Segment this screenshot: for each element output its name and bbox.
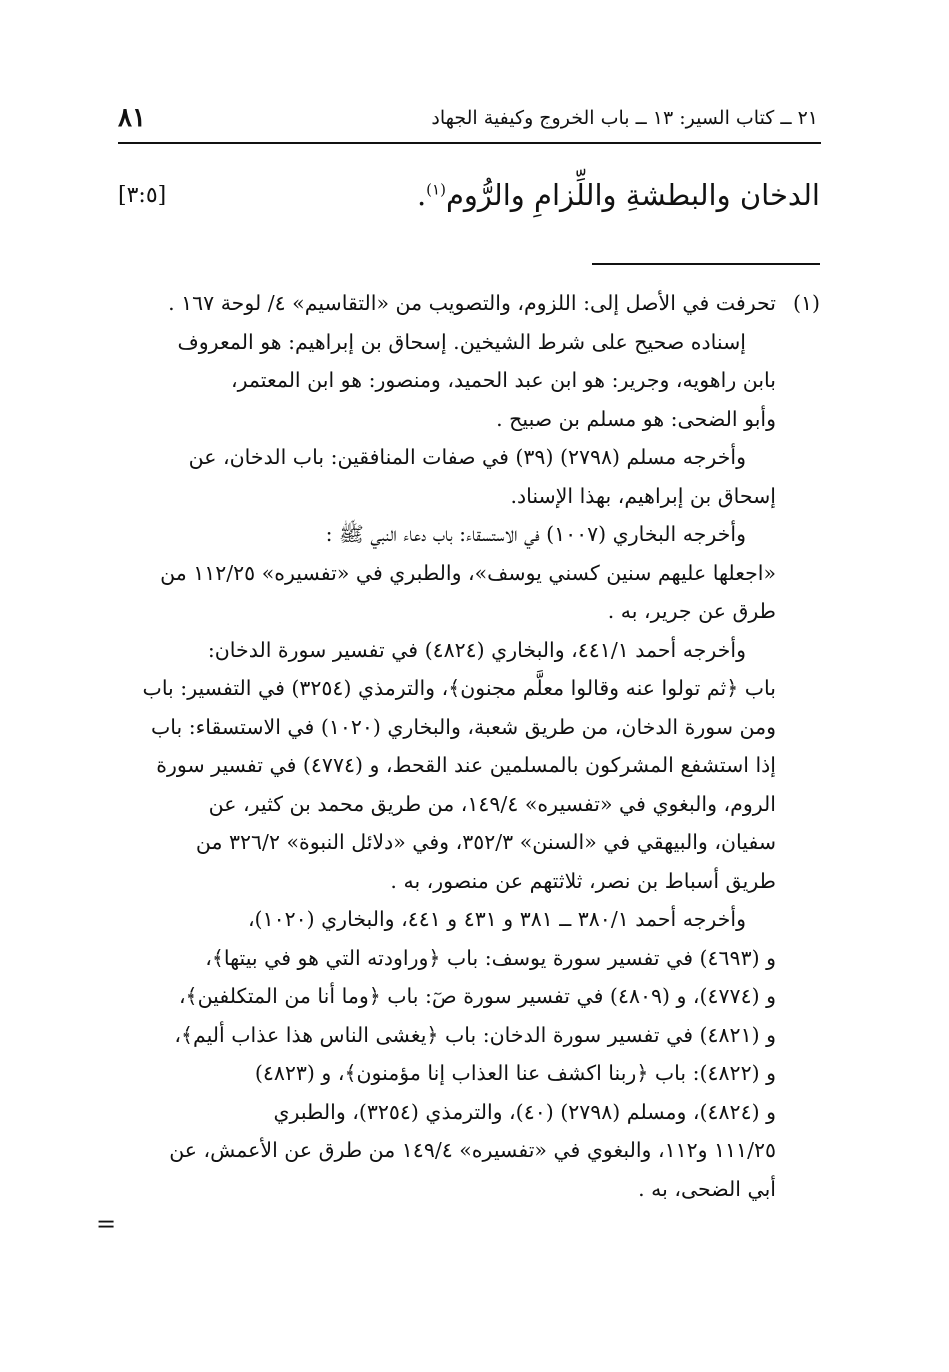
footnote-number: (١) [792,291,820,315]
footnote-line: بابن راهويه، وجرير: هو ابن عبد الحميد، ومنصور: هو ابن المعتمر، [230,368,776,392]
main-text [417,178,820,212]
footnote-paragraph [118,631,776,901]
footnote-line: طرق عن جرير، به . [607,599,776,623]
running-title: ٢١ ــ كتاب السير: ١٣ ــ باب الخروج وكيفية الجهاد [431,107,818,129]
footnote-line: أبي الضحى، به . [638,1176,776,1201]
footnote-marker: (١) [426,180,446,199]
footnote-line: سفيان، والبيهقي في «السنن» ٣٥٢/٣، وفي «دلائل النبوة» ٣٢٦/٢ من [195,830,776,854]
continuation-mark: = [96,1210,117,1238]
footnote-line: إسناده صحيح على شرط الشيخين. إسحاق بن إبراهيم: هو المعروف [177,329,746,354]
footnote-line: و (٤٨٢٤)، ومسلم (٢٧٩٨) (٤٠)، والترمذي (٣٢٥٤)، والطبري [273,1099,776,1124]
footnote-paragraph [118,438,776,515]
header-rule [118,142,821,144]
footnote-line: وأبو الضحى: هو مسلم بن صبيح . [496,406,776,431]
main-text-body: الدخان والبطشةِ واللِّزامِ والرُّوم [445,178,820,212]
footnote-separator [592,263,820,265]
footnote-line: «اجعلها عليهم سنين كسني يوسف»، والطبري في «تفسيره» ١١٢/٢٥ من [160,560,776,585]
footnote-line: وأخرجه مسلم (٢٧٩٨) (٣٩) في صفات المنافقين: باب الدخان، عن [188,445,746,469]
footnote-line: و (٤٧٧٤)، و (٤٨٠٩) في تفسير سورة صٓ: باب ﴿وما أنا من المتكلفين﴾، [178,984,776,1008]
footnote-line: إسحاق بن إبراهيم، بهذا الإسناد. [510,483,776,508]
footnote-line: طريق أسباط بن نصر، ثلاثتهم عن منصور، به . [390,868,776,893]
main-text-line [118,170,820,220]
main-text-end: . [416,178,427,212]
footnote-line: وأخرجه أحمد ٣٨٠/١ ــ ٣٨١ و ٤٣١ و ٤٤١، والبخاري (١٠٢٠)، [247,907,746,931]
footnote-paragraph [118,900,776,1208]
footnote-paragraph [118,515,776,631]
footnote-first-line [118,284,820,323]
footnote-paragraph [118,323,776,439]
footnote-line: وأخرجه أحمد ٤٤١/١، والبخاري (٤٨٢٤) في تفسير سورة الدخان: [207,637,746,662]
page-number: ٨١ [118,103,146,133]
footnote-line: الروم، والبغوي في «تفسيره» ١٤٩/٤، من طريق محمد بن كثير، عن [208,791,776,816]
page-header [118,98,818,138]
footnote-text: تحرفت في الأصل إلى: اللزوم، والتصويب من «التقاسيم» ٤/ لوحة ١٦٧ . [168,291,776,315]
footnotes [118,284,820,1208]
footnote-line: ومن سورة الدخان، من طريق شعبة، والبخاري (١٠٢٠) في الاستسقاء: باب [150,714,776,739]
footnote-line: إذا استشفع المشركون بالمسلمين عند القحط، و (٤٧٧٤) في تفسير سورة [156,753,776,777]
footnote-line: و (٤٦٩٣) في تفسير سورة يوسف: باب ﴿وراودته التي هو في بيتها﴾، [205,945,776,970]
footnote-line: و (٤٨٢١) في تفسير سورة الدخان: باب ﴿يغشى الناس هذا عذاب أليم﴾، [174,1022,776,1047]
hadith-reference: [٣:٥] [118,182,167,208]
footnote-line: باب ﴿ثم تولوا عنه وقالوا معلَّم مجنون﴾، والترمذي (٣٢٥٤) في التفسير: باب [142,676,776,700]
footnote-line: و (٤٨٢٢): باب ﴿ربنا اكشف عنا العذاب إنا مؤمنون﴾، و (٤٨٢٣) [254,1061,776,1085]
footnote-line: وأخرجه البخاري (١٠٠٧) في الاستسقاء: باب دعاء النبي ﷺ : [325,522,746,546]
footnote-line: ١١١/٢٥ و١١٢، والبغوي في «تفسيره» ١٤٩/٤ من طرق عن الأعمش، عن [169,1138,776,1162]
